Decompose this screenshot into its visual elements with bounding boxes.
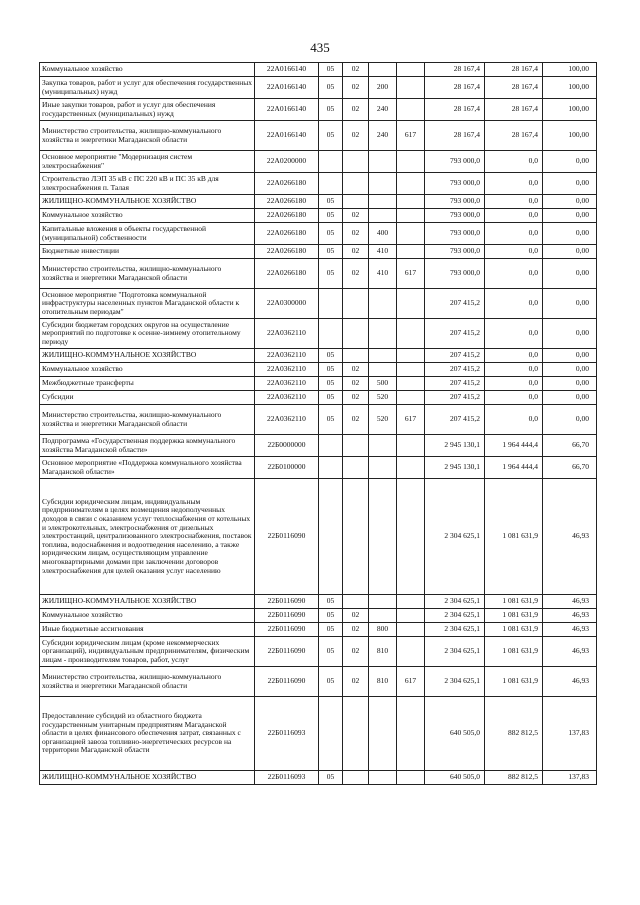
row-plan-amount: 793 000,0 [425, 195, 485, 209]
row-expense-type [369, 609, 397, 623]
row-code: 22А0266180 [255, 209, 319, 223]
row-subsection [343, 349, 369, 363]
row-subsection [343, 173, 369, 195]
table-row [40, 391, 597, 405]
row-fact-amount: 0,0 [485, 377, 543, 391]
row-plan-amount: 2 945 130,1 [425, 435, 485, 457]
row-code: 22А0362110 [255, 319, 319, 349]
row-section: 05 [319, 245, 343, 259]
row-fact-amount: 882 812,5 [485, 697, 543, 771]
row-section: 05 [319, 195, 343, 209]
table-row [40, 99, 597, 121]
row-fact-amount: 28 167,4 [485, 77, 543, 99]
row-section: 05 [319, 63, 343, 77]
row-percent: 0,00 [543, 195, 597, 209]
row-fact-amount: 1 081 631,9 [485, 479, 543, 595]
row-name: Коммунальное хозяйство [40, 63, 255, 77]
table-row [40, 209, 597, 223]
row-subsection [343, 319, 369, 349]
row-name: Министерство строительства, жилищно-коммунального хозяйства и энергетики Магаданской области [40, 259, 255, 289]
row-admin-code [397, 195, 425, 209]
row-name: Основное мероприятие "Подготовка коммунальной инфраструктуры населенных пунктов Магаданской области к отопительным периодам" [40, 289, 255, 319]
row-plan-amount: 207 415,2 [425, 349, 485, 363]
row-code: 22А0166140 [255, 63, 319, 77]
row-code: 22Б0000000 [255, 435, 319, 457]
row-name: Иные бюджетные ассигнования [40, 623, 255, 637]
row-section: 05 [319, 405, 343, 435]
row-admin-code [397, 319, 425, 349]
row-expense-type [369, 457, 397, 479]
row-section: 05 [319, 77, 343, 99]
row-code: 22А0266180 [255, 195, 319, 209]
row-name: Капитальные вложения в объекты государственной (муниципальной) собственности [40, 223, 255, 245]
row-admin-code [397, 435, 425, 457]
row-code: 22Б0116090 [255, 479, 319, 595]
row-section: 05 [319, 595, 343, 609]
row-admin-code: 617 [397, 405, 425, 435]
row-expense-type: 810 [369, 637, 397, 667]
row-admin-code [397, 771, 425, 785]
row-section: 05 [319, 349, 343, 363]
row-section: 05 [319, 391, 343, 405]
row-expense-type [369, 349, 397, 363]
row-subsection: 02 [343, 363, 369, 377]
row-name: ЖИЛИЩНО-КОММУНАЛЬНОЕ ХОЗЯЙСТВО [40, 195, 255, 209]
row-subsection: 02 [343, 209, 369, 223]
row-admin-code [397, 99, 425, 121]
row-admin-code [397, 349, 425, 363]
row-name: Коммунальное хозяйство [40, 609, 255, 623]
row-name: Министерство строительства, жилищно-коммунального хозяйства и энергетики Магаданской области [40, 667, 255, 697]
row-admin-code [397, 363, 425, 377]
row-percent: 137,83 [543, 697, 597, 771]
table-row [40, 223, 597, 245]
row-plan-amount: 2 304 625,1 [425, 609, 485, 623]
row-name: Подпрограмма «Государственная поддержка коммунального хозяйства Магаданской области» [40, 435, 255, 457]
row-expense-type: 240 [369, 99, 397, 121]
row-fact-amount: 0,0 [485, 209, 543, 223]
table-row [40, 319, 597, 349]
row-code: 22А0166140 [255, 121, 319, 151]
row-percent: 46,93 [543, 479, 597, 595]
row-section [319, 289, 343, 319]
table-row [40, 405, 597, 435]
row-code: 22А0266180 [255, 259, 319, 289]
table-row [40, 595, 597, 609]
row-name: Основное мероприятие "Модернизация систем электроснабжения" [40, 151, 255, 173]
row-subsection: 02 [343, 63, 369, 77]
row-percent: 0,00 [543, 405, 597, 435]
row-plan-amount: 2 945 130,1 [425, 457, 485, 479]
row-subsection [343, 151, 369, 173]
row-name: Закупка товаров, работ и услуг для обеспечения государственных (муниципальных) нужд [40, 77, 255, 99]
table-row [40, 609, 597, 623]
row-fact-amount: 0,0 [485, 319, 543, 349]
table-row [40, 245, 597, 259]
table-row [40, 457, 597, 479]
row-subsection [343, 457, 369, 479]
row-fact-amount: 1 081 631,9 [485, 637, 543, 667]
row-admin-code [397, 223, 425, 245]
row-fact-amount: 0,0 [485, 363, 543, 377]
row-expense-type [369, 289, 397, 319]
row-code: 22А0362110 [255, 405, 319, 435]
row-code: 22А0362110 [255, 377, 319, 391]
row-expense-type [369, 595, 397, 609]
row-name: Субсидии юридическим лицам, индивидуальным предпринимателям в целях возмещения недополученных доходов в связи с оказанием услуг теплоснабжения от котельных и электрокотельных, электроснабжения от дизельных электростанций, централизованного электроснабжения, поставок топлива, водоснабжения и водоотведения населению, а также юридическим лицам, осуществляющим управление многоквартирными домами при заключении договоров электроснабжения для целей оказания услуг населению [40, 479, 255, 595]
row-expense-type: 500 [369, 377, 397, 391]
row-admin-code [397, 77, 425, 99]
page-number: 435 [310, 40, 330, 55]
row-percent: 0,00 [543, 363, 597, 377]
row-fact-amount: 0,0 [485, 223, 543, 245]
row-percent: 66,70 [543, 435, 597, 457]
row-percent: 0,00 [543, 349, 597, 363]
row-section: 05 [319, 637, 343, 667]
table-row [40, 173, 597, 195]
row-percent: 0,00 [543, 223, 597, 245]
row-code: 22А0362110 [255, 391, 319, 405]
row-section [319, 479, 343, 595]
row-admin-code [397, 623, 425, 637]
row-percent: 100,00 [543, 99, 597, 121]
row-admin-code [397, 377, 425, 391]
row-name: Межбюджетные трансферты [40, 377, 255, 391]
row-subsection: 02 [343, 405, 369, 435]
row-expense-type [369, 195, 397, 209]
row-subsection: 02 [343, 77, 369, 99]
table-row [40, 623, 597, 637]
row-code: 22Б0116090 [255, 623, 319, 637]
row-percent: 0,00 [543, 151, 597, 173]
row-percent: 0,00 [543, 377, 597, 391]
row-code: 22А0266180 [255, 223, 319, 245]
row-percent: 0,00 [543, 319, 597, 349]
row-plan-amount: 207 415,2 [425, 319, 485, 349]
row-subsection: 02 [343, 99, 369, 121]
table-row [40, 121, 597, 151]
row-section: 05 [319, 609, 343, 623]
row-code: 22Б0116090 [255, 595, 319, 609]
row-plan-amount: 207 415,2 [425, 391, 485, 405]
row-plan-amount: 793 000,0 [425, 245, 485, 259]
row-fact-amount: 28 167,4 [485, 121, 543, 151]
table-row [40, 195, 597, 209]
row-code: 22А0166140 [255, 77, 319, 99]
row-fact-amount: 0,0 [485, 245, 543, 259]
row-plan-amount: 28 167,4 [425, 121, 485, 151]
row-fact-amount: 0,0 [485, 289, 543, 319]
table-row [40, 435, 597, 457]
row-percent: 100,00 [543, 121, 597, 151]
table-row [40, 349, 597, 363]
row-expense-type: 200 [369, 77, 397, 99]
row-subsection [343, 195, 369, 209]
row-name: Коммунальное хозяйство [40, 209, 255, 223]
row-expense-type [369, 435, 397, 457]
row-subsection [343, 479, 369, 595]
row-admin-code [397, 289, 425, 319]
row-fact-amount: 1 081 631,9 [485, 667, 543, 697]
row-name: Иные закупки товаров, работ и услуг для обеспечения государственных (муниципальных) нужд [40, 99, 255, 121]
row-admin-code [397, 479, 425, 595]
row-subsection: 02 [343, 223, 369, 245]
row-admin-code [397, 637, 425, 667]
row-fact-amount: 1 081 631,9 [485, 623, 543, 637]
row-code: 22А0362110 [255, 349, 319, 363]
row-percent: 0,00 [543, 289, 597, 319]
row-admin-code: 617 [397, 121, 425, 151]
row-subsection [343, 697, 369, 771]
row-fact-amount: 882 812,5 [485, 771, 543, 785]
row-code: 22Б0116090 [255, 667, 319, 697]
row-name: Субсидии бюджетам городских округов на осуществление мероприятий по подготовке к осенне-зимнему отопительному периоду [40, 319, 255, 349]
table-row [40, 259, 597, 289]
row-code: 22Б0116090 [255, 609, 319, 623]
row-admin-code [397, 391, 425, 405]
row-expense-type [369, 697, 397, 771]
row-fact-amount: 1 964 444,4 [485, 435, 543, 457]
row-section: 05 [319, 121, 343, 151]
row-section [319, 457, 343, 479]
row-section [319, 697, 343, 771]
row-admin-code [397, 609, 425, 623]
row-name: Субсидии юридическим лицам (кроме некоммерческих организаций), индивидуальным предпринимателям, физическим лицам - производителям товаров, работ, услуг [40, 637, 255, 667]
row-code: 22А0266180 [255, 173, 319, 195]
row-percent: 0,00 [543, 391, 597, 405]
row-expense-type: 410 [369, 259, 397, 289]
row-plan-amount: 2 304 625,1 [425, 623, 485, 637]
row-plan-amount: 640 505,0 [425, 771, 485, 785]
row-subsection [343, 435, 369, 457]
row-section: 05 [319, 99, 343, 121]
row-percent: 66,70 [543, 457, 597, 479]
row-admin-code: 617 [397, 259, 425, 289]
row-section [319, 435, 343, 457]
table-row [40, 479, 597, 595]
row-code: 22А0300000 [255, 289, 319, 319]
row-expense-type: 800 [369, 623, 397, 637]
table-row [40, 771, 597, 785]
row-name: Основное мероприятие «Поддержка коммунального хозяйства Магаданской области» [40, 457, 255, 479]
row-name: Строительство ЛЭП 35 кВ с ПС 220 кВ и ПС 35 кВ для электроснабжения п. Талая [40, 173, 255, 195]
row-subsection: 02 [343, 623, 369, 637]
row-plan-amount: 207 415,2 [425, 363, 485, 377]
row-plan-amount: 640 505,0 [425, 697, 485, 771]
table-row [40, 363, 597, 377]
row-percent: 46,93 [543, 595, 597, 609]
row-subsection: 02 [343, 391, 369, 405]
table-row [40, 151, 597, 173]
row-fact-amount: 0,0 [485, 151, 543, 173]
row-expense-type: 240 [369, 121, 397, 151]
row-fact-amount: 0,0 [485, 391, 543, 405]
row-plan-amount: 793 000,0 [425, 173, 485, 195]
row-fact-amount: 0,0 [485, 195, 543, 209]
row-code: 22Б0100000 [255, 457, 319, 479]
row-section [319, 319, 343, 349]
row-plan-amount: 2 304 625,1 [425, 637, 485, 667]
row-subsection: 02 [343, 259, 369, 289]
row-subsection: 02 [343, 245, 369, 259]
row-code: 22А0200000 [255, 151, 319, 173]
table-row [40, 63, 597, 77]
row-expense-type: 520 [369, 391, 397, 405]
row-admin-code [397, 457, 425, 479]
row-section: 05 [319, 259, 343, 289]
row-expense-type: 520 [369, 405, 397, 435]
row-name: ЖИЛИЩНО-КОММУНАЛЬНОЕ ХОЗЯЙСТВО [40, 349, 255, 363]
row-subsection [343, 595, 369, 609]
row-plan-amount: 207 415,2 [425, 405, 485, 435]
table-row [40, 667, 597, 697]
row-expense-type [369, 771, 397, 785]
row-plan-amount: 28 167,4 [425, 63, 485, 77]
row-plan-amount: 28 167,4 [425, 99, 485, 121]
row-fact-amount: 1 081 631,9 [485, 595, 543, 609]
row-plan-amount: 793 000,0 [425, 209, 485, 223]
row-plan-amount: 793 000,0 [425, 259, 485, 289]
row-fact-amount: 0,0 [485, 259, 543, 289]
row-section [319, 151, 343, 173]
row-expense-type [369, 63, 397, 77]
table-row [40, 77, 597, 99]
row-fact-amount: 1 081 631,9 [485, 609, 543, 623]
row-name: Коммунальное хозяйство [40, 363, 255, 377]
row-plan-amount: 793 000,0 [425, 151, 485, 173]
row-admin-code [397, 173, 425, 195]
row-admin-code [397, 209, 425, 223]
row-percent: 137,83 [543, 771, 597, 785]
row-percent: 100,00 [543, 77, 597, 99]
row-percent: 46,93 [543, 667, 597, 697]
row-name: ЖИЛИЩНО-КОММУНАЛЬНОЕ ХОЗЯЙСТВО [40, 771, 255, 785]
row-fact-amount: 0,0 [485, 173, 543, 195]
row-percent: 0,00 [543, 245, 597, 259]
row-expense-type [369, 363, 397, 377]
row-admin-code [397, 697, 425, 771]
row-subsection [343, 289, 369, 319]
row-subsection: 02 [343, 609, 369, 623]
row-subsection: 02 [343, 377, 369, 391]
row-plan-amount: 207 415,2 [425, 377, 485, 391]
row-fact-amount: 1 964 444,4 [485, 457, 543, 479]
row-subsection: 02 [343, 667, 369, 697]
row-section [319, 173, 343, 195]
row-section: 05 [319, 667, 343, 697]
row-subsection [343, 771, 369, 785]
row-code: 22Б0116090 [255, 637, 319, 667]
row-fact-amount: 28 167,4 [485, 99, 543, 121]
row-plan-amount: 2 304 625,1 [425, 667, 485, 697]
row-admin-code [397, 245, 425, 259]
row-admin-code [397, 63, 425, 77]
table-row [40, 637, 597, 667]
row-percent: 100,00 [543, 63, 597, 77]
row-plan-amount: 2 304 625,1 [425, 595, 485, 609]
row-admin-code [397, 595, 425, 609]
row-expense-type [369, 151, 397, 173]
row-percent: 46,93 [543, 623, 597, 637]
row-name: Министерство строительства, жилищно-коммунального хозяйства и энергетики Магаданской области [40, 405, 255, 435]
table-row [40, 697, 597, 771]
row-code: 22Б0116093 [255, 697, 319, 771]
row-fact-amount: 0,0 [485, 405, 543, 435]
row-name: Бюджетные инвестиции [40, 245, 255, 259]
row-fact-amount: 0,0 [485, 349, 543, 363]
row-section: 05 [319, 363, 343, 377]
row-section: 05 [319, 377, 343, 391]
row-name: Субсидии [40, 391, 255, 405]
row-name: ЖИЛИЩНО-КОММУНАЛЬНОЕ ХОЗЯЙСТВО [40, 595, 255, 609]
row-admin-code [397, 151, 425, 173]
row-plan-amount: 28 167,4 [425, 77, 485, 99]
row-name: Министерство строительства, жилищно-коммунального хозяйства и энергетики Магаданской области [40, 121, 255, 151]
row-subsection: 02 [343, 637, 369, 667]
row-plan-amount: 2 304 625,1 [425, 479, 485, 595]
row-percent: 0,00 [543, 209, 597, 223]
row-percent: 46,93 [543, 609, 597, 623]
row-plan-amount: 207 415,2 [425, 289, 485, 319]
budget-table [39, 62, 597, 785]
row-section: 05 [319, 771, 343, 785]
row-percent: 46,93 [543, 637, 597, 667]
row-expense-type [369, 173, 397, 195]
row-expense-type [369, 209, 397, 223]
row-code: 22А0166140 [255, 99, 319, 121]
row-section: 05 [319, 209, 343, 223]
row-name: Предоставление субсидий из областного бюджета государственным унитарным предприятиям Магаданской области в целях финансового обеспечения затрат, связанных с организацией завоза топливно-энергетических ресурсов на территории Магаданской области [40, 697, 255, 771]
row-plan-amount: 793 000,0 [425, 223, 485, 245]
row-fact-amount: 28 167,4 [485, 63, 543, 77]
row-expense-type: 810 [369, 667, 397, 697]
row-code: 22Б0116093 [255, 771, 319, 785]
table-row [40, 377, 597, 391]
row-code: 22А0266180 [255, 245, 319, 259]
row-expense-type: 400 [369, 223, 397, 245]
row-code: 22А0362110 [255, 363, 319, 377]
row-section: 05 [319, 223, 343, 245]
row-percent: 0,00 [543, 173, 597, 195]
row-expense-type: 410 [369, 245, 397, 259]
table-row [40, 289, 597, 319]
row-section: 05 [319, 623, 343, 637]
row-expense-type [369, 319, 397, 349]
row-expense-type [369, 479, 397, 595]
row-subsection: 02 [343, 121, 369, 151]
row-admin-code: 617 [397, 667, 425, 697]
row-percent: 0,00 [543, 259, 597, 289]
table-body [40, 63, 597, 785]
